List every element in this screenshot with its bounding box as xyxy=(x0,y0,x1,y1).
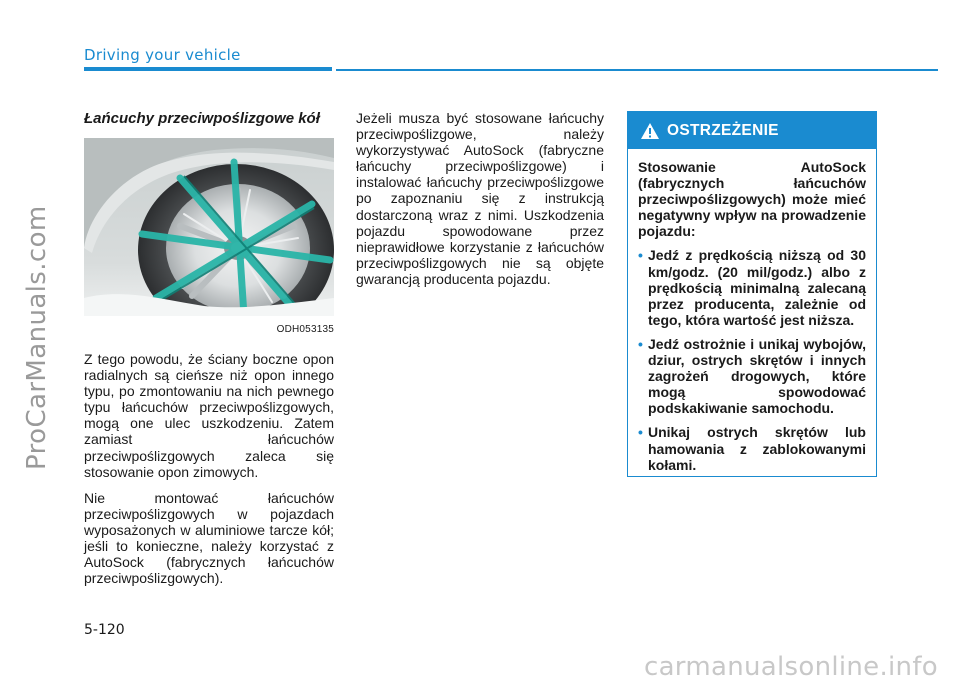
warning-bullet-text: Jedź z prędkością niższą od 30 km/godz. (20 mil/godz.) albo z prędkością minimalną zalecaną przez producenta, zależnie od tego, która wartość jest niższa. xyxy=(648,247,866,328)
section-title: Driving your vehicle xyxy=(84,46,241,64)
warning-triangle-icon xyxy=(640,122,660,140)
paragraph: Nie montować łańcuchów przeciwpoślizgowych w pojazdach wyposażonych w aluminiowe tarcze kół; jeśli to konieczne, należy korzystać z AutoSock (fabrycznych łańcuchów przeciwpoślizgowych). xyxy=(84,489,334,587)
warning-bullet-text: Unikaj ostrych skrętów lub hamowania z zablokowanymi kołami. xyxy=(648,424,866,473)
bullet-icon: • xyxy=(638,335,643,352)
warning-intro: Stosowanie AutoSock (fabrycznych łańcuchów przeciwpoślizgowych) może mieć negatywny wpływ na prowadzenie pojazdu: xyxy=(638,159,866,240)
paragraph: Z tego powodu, że ściany boczne opon radialnych są cieńsze niż opon innego typu, po zmontowaniu na nich pewnego typu łańcuchów przeciwpoślizgowych, mogą one ulec uszkodzeniu. Zatem zamiast łańcuchów przeciwpoślizgowych zaleca się stosowanie opon zimowych. xyxy=(84,351,334,480)
warning-bullet xyxy=(638,336,866,416)
header-rule-thick xyxy=(84,67,332,71)
middle-column xyxy=(356,110,604,297)
bullet-icon: • xyxy=(638,424,643,441)
warning-header xyxy=(628,112,876,149)
bottom-watermark: carmanualsonline.info xyxy=(643,652,938,682)
warning-title: OSTRZEŻENIE xyxy=(667,121,779,139)
tire-chain-figure xyxy=(84,138,334,316)
warning-body xyxy=(628,149,876,473)
header-rule-thin xyxy=(336,69,938,71)
section-heading: Łańcuchy przeciwpoślizgowe kół xyxy=(84,110,320,127)
side-watermark: ProCarManuals.com xyxy=(22,205,52,470)
paragraph: Jeżeli musza być stosowane łańcuchy przeciwpoślizgowe, należy wykorzystywać AutoSock (fabryczne łańcuchy przeciwpoślizgowe) i instalować łańcuchy przeciwpoślizgowe po zapoznaniu się z instrukcją dostarczoną wraz z nimi. Uszkodzenia pojazdu spowodowane przez nieprawidłowe korzystanie z łańcuchów przeciwpoślizgowych nie są objęte gwarancją producenta pojazdu. xyxy=(356,110,604,287)
figure-caption: ODH053135 xyxy=(276,324,334,335)
warning-bullet-text: Jedź ostrożnie i unikaj wybojów, dziur, ostrych skrętów i innych zagrożeń drogowych, które mogą spowodować podskakiwanie samochodu. xyxy=(648,335,866,417)
warning-bullet xyxy=(638,424,866,472)
warning-box xyxy=(627,111,877,477)
page-number: 5-120 xyxy=(84,622,125,638)
warning-list xyxy=(638,247,866,472)
bullet-icon: • xyxy=(638,247,643,264)
warning-bullet xyxy=(638,247,866,327)
left-column xyxy=(84,110,334,596)
tire-chain-illustration xyxy=(84,138,334,316)
